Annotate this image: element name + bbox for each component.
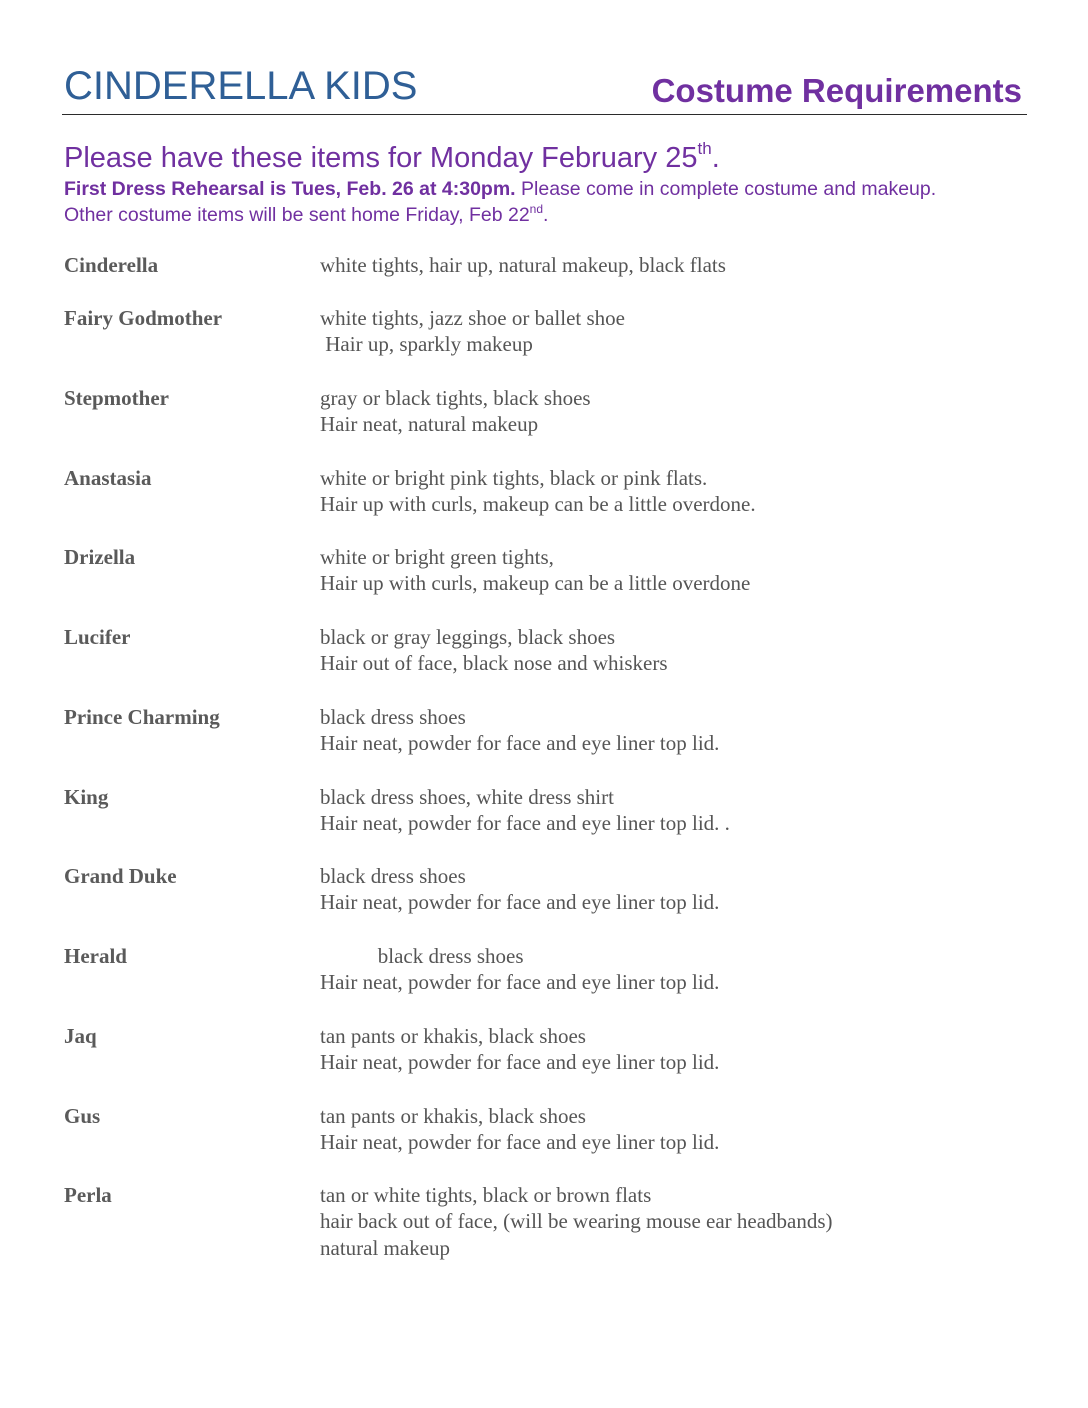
requirement-line: white tights, hair up, natural makeup, black flats <box>320 253 726 277</box>
costume-entry <box>64 1023 1024 1076</box>
requirement-line: natural makeup <box>320 1235 451 1260</box>
role-requirements <box>320 1103 1024 1156</box>
requirement-line: Hair neat, powder for face and eye liner top lid. <box>320 731 720 755</box>
role-name: Grand Duke <box>64 863 177 888</box>
costume-entry <box>64 385 1024 438</box>
role-name: Prince Charming <box>64 704 220 729</box>
requirement-line: Hair up, sparkly makeup <box>320 332 533 356</box>
intro-rehearsal-rest: Please come in complete costume and makeup. <box>515 178 937 200</box>
role-name: Herald <box>64 943 127 968</box>
intro-deadline <box>64 140 936 176</box>
costume-list <box>64 252 1024 1287</box>
requirement-line: black or gray leggings, black shoes <box>320 624 616 649</box>
requirement-line: tan pants or khakis, black shoes <box>320 1103 586 1128</box>
costume-entry <box>64 1103 1024 1156</box>
role-name: King <box>64 784 109 809</box>
requirement-line: Hair neat, powder for face and eye liner top lid. <box>320 1130 720 1154</box>
costume-entry <box>64 252 1024 279</box>
intro-other-items <box>64 202 936 228</box>
requirement-line: Hair neat, powder for face and eye liner top lid. <box>320 890 720 914</box>
intro-deadline-sup: th <box>697 139 712 158</box>
requirement-line: Hair neat, powder for face and eye liner top lid. . <box>320 811 730 835</box>
requirement-line: gray or black tights, black shoes <box>320 385 591 410</box>
requirement-line: black dress shoes <box>320 863 466 888</box>
intro-other-items-sup: nd <box>529 202 544 216</box>
costume-entry <box>64 1182 1024 1262</box>
role-name: Jaq <box>64 1023 97 1048</box>
role-requirements <box>320 624 1024 677</box>
role-requirements <box>320 1182 1024 1262</box>
intro-rehearsal <box>64 176 936 202</box>
role-requirements <box>320 863 1024 916</box>
intro-other-items-end: . <box>543 204 549 226</box>
costume-entry <box>64 943 1024 996</box>
role-name: Drizella <box>64 544 136 569</box>
role-requirements <box>320 1023 1024 1076</box>
requirement-line: white tights, jazz shoe or ballet shoe <box>320 305 626 330</box>
costume-entry <box>64 305 1024 358</box>
page-title: CINDERELLA KIDS <box>64 64 418 108</box>
page-subtitle: Costume Requirements <box>651 72 1022 109</box>
requirement-line: Hair out of face, black nose and whiskers <box>320 651 668 675</box>
intro-rehearsal-bold: First Dress Rehearsal is Tues, Feb. 26 at 4:30pm. <box>64 178 516 200</box>
role-requirements <box>320 544 1024 597</box>
role-requirements <box>320 385 1024 438</box>
role-name: Cinderella <box>64 253 159 277</box>
header-divider <box>62 114 1027 115</box>
role-name: Fairy Godmother <box>64 305 223 330</box>
costume-entry <box>64 704 1024 757</box>
role-name: Stepmother <box>64 385 169 410</box>
costume-entry <box>64 465 1024 518</box>
role-requirements <box>320 943 1024 996</box>
intro-deadline-text: Please have these items for Monday February 25 <box>64 142 698 174</box>
costume-entry <box>64 784 1024 837</box>
costume-entry <box>64 544 1024 597</box>
role-name: Gus <box>64 1103 101 1128</box>
requirement-line: Hair neat, powder for face and eye liner top lid. <box>320 1050 720 1074</box>
role-name: Perla <box>64 1182 112 1207</box>
role-requirements <box>320 784 1024 837</box>
requirement-line: Hair up with curls, makeup can be a little overdone <box>320 571 751 595</box>
role-requirements <box>320 305 1024 358</box>
intro-section <box>64 140 936 228</box>
requirement-line: white or bright pink tights, black or pink flats. <box>320 465 708 490</box>
requirement-line: tan pants or khakis, black shoes <box>320 1023 586 1048</box>
intro-other-items-text: Other costume items will be sent home Friday, Feb 22 <box>64 204 530 226</box>
requirement-line: Hair up with curls, makeup can be a little overdone. <box>320 492 756 516</box>
requirement-line: black dress shoes <box>320 704 466 729</box>
costume-entry <box>64 863 1024 916</box>
requirement-line: Hair neat, powder for face and eye liner top lid. <box>320 970 720 994</box>
requirement-line: white or bright green tights, <box>320 544 554 569</box>
requirement-line: hair back out of face, (will be wearing mouse ear headbands) <box>320 1209 833 1233</box>
requirement-line: Hair neat, natural makeup <box>320 412 539 436</box>
role-requirements <box>320 704 1024 757</box>
requirement-line: tan or white tights, black or brown flats <box>320 1182 652 1207</box>
role-requirements <box>320 252 1024 279</box>
role-name: Lucifer <box>64 624 131 649</box>
role-requirements <box>320 465 1024 518</box>
requirement-line: black dress shoes <box>320 943 524 968</box>
role-name: Anastasia <box>64 465 152 490</box>
intro-deadline-end: . <box>711 142 720 174</box>
costume-entry <box>64 624 1024 677</box>
requirement-line: black dress shoes, white dress shirt <box>320 784 614 809</box>
